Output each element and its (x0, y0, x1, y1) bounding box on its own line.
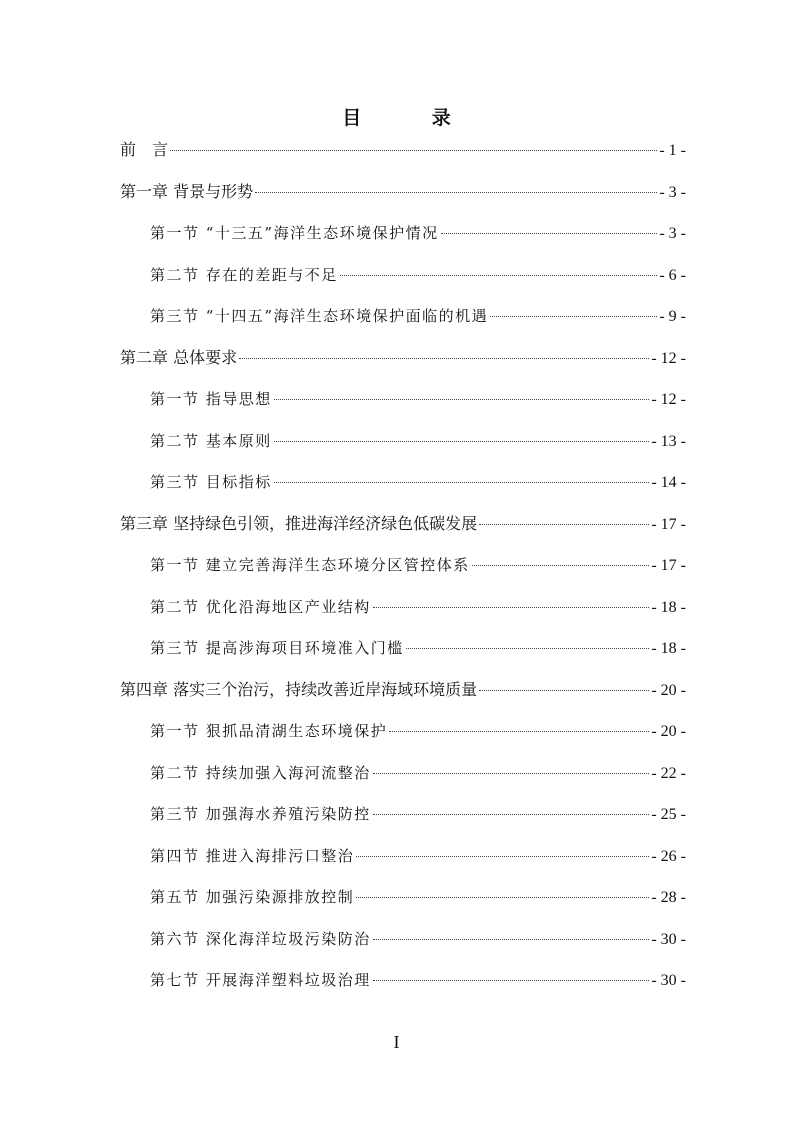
dot-leader (274, 441, 650, 442)
toc-entry-label: 第三节 目标指标 (150, 473, 272, 491)
dot-leader (255, 192, 657, 193)
toc-section-entry[interactable] (150, 387, 686, 411)
dot-leader (274, 482, 650, 483)
toc-entry-label: 第三节 加强海水养殖污染防控 (150, 805, 371, 823)
toc-entry-page-number: - 12 - (651, 349, 686, 367)
toc-section-entry[interactable] (150, 761, 686, 785)
toc-section-entry[interactable] (150, 221, 686, 245)
dot-leader (356, 856, 649, 857)
toc-entry-label: 第一节 建立完善海洋生态环境分区管控体系 (150, 556, 470, 574)
toc-entry-label: 第四章 落实三个治污，持续改善近岸海域环境质量 (120, 679, 478, 699)
toc-entry-label: 第二节 优化沿海地区产业结构 (150, 597, 371, 616)
dot-leader (389, 731, 649, 732)
toc-entry-page-number: - 18 - (651, 598, 686, 616)
toc-chapter-entry[interactable] (120, 346, 686, 370)
dot-leader (373, 607, 650, 608)
toc-entry-page-number: - 3 - (659, 225, 686, 242)
dot-leader (356, 897, 649, 898)
dot-leader (340, 275, 658, 276)
dot-leader (274, 399, 650, 400)
toc-entry-page-number: - 6 - (659, 266, 686, 284)
toc-entry-label: 第七节 开展海洋塑料垃圾治理 (150, 971, 371, 989)
toc-entry-label: 第二节 基本原则 (150, 431, 272, 450)
dot-leader (373, 814, 650, 815)
toc-entry-label: 第二节 持续加强入海河流整治 (150, 763, 371, 782)
toc-entry-label: 第一节 “十三五”海洋生态环境保护情况 (150, 224, 439, 242)
dot-leader (406, 648, 650, 649)
toc-entry-label: 第一章 背景与形势 (120, 181, 254, 201)
toc-section-entry[interactable] (150, 844, 686, 868)
toc-entry-page-number: - 20 - (651, 681, 686, 699)
toc-entry-page-number: - 3 - (659, 183, 686, 201)
dot-leader (479, 690, 649, 691)
dot-leader (239, 358, 649, 359)
toc-section-entry[interactable] (150, 885, 686, 909)
toc-section-entry[interactable] (150, 304, 686, 328)
toc-title: 目 录 (342, 107, 483, 129)
dot-leader (373, 980, 650, 981)
toc-entry-label: 前 言 (120, 140, 169, 159)
dot-leader (441, 233, 658, 234)
toc-entry-label: 第四节 推进入海排污口整治 (150, 846, 355, 865)
toc-section-entry[interactable] (150, 263, 686, 287)
dot-leader (472, 565, 650, 566)
toc-chapter-entry[interactable] (120, 678, 686, 702)
toc-entry-page-number: - 25 - (651, 806, 686, 823)
toc-entry-label: 第五节 加强污染源排放控制 (150, 888, 355, 906)
dot-leader (490, 316, 657, 317)
toc-chapter-entry[interactable] (120, 138, 686, 162)
toc-chapter-entry[interactable] (120, 512, 686, 536)
toc-entry-page-number: - 30 - (651, 972, 686, 989)
toc-entry-label: 第三节 提高涉海项目环境准入门槛 (150, 639, 404, 657)
toc-entry-page-number: - 12 - (651, 391, 686, 408)
toc-entry-label: 第一节 指导思想 (150, 390, 272, 408)
dot-leader (170, 150, 657, 151)
toc-section-entry[interactable] (150, 470, 686, 494)
toc-entry-page-number: - 28 - (651, 889, 686, 906)
toc-section-entry[interactable] (150, 719, 686, 743)
toc-section-entry[interactable] (150, 636, 686, 660)
dot-leader (479, 524, 649, 525)
toc-entry-page-number: - 1 - (659, 142, 686, 159)
toc-entry-page-number: - 9 - (659, 308, 686, 325)
toc-entry-page-number: - 17 - (651, 557, 686, 574)
toc-section-entry[interactable] (150, 429, 686, 453)
toc-entry-page-number: - 18 - (651, 640, 686, 657)
toc-entry-page-number: - 26 - (651, 847, 686, 865)
toc-entry-page-number: - 17 - (651, 515, 686, 533)
page-number-footer: I (393, 1032, 400, 1052)
toc-entry-label: 第一节 狠抓品清湖生态环境保护 (150, 722, 388, 740)
toc-chapter-entry[interactable] (120, 180, 686, 204)
toc-entry-label: 第六节 深化海洋垃圾污染防治 (150, 929, 371, 948)
toc-section-entry[interactable] (150, 927, 686, 951)
toc-entry-page-number: - 20 - (651, 723, 686, 740)
toc-entry-page-number: - 14 - (651, 474, 686, 491)
dot-leader (373, 939, 650, 940)
dot-leader (373, 773, 650, 774)
toc-entry-page-number: - 13 - (651, 432, 686, 450)
toc-section-entry[interactable] (150, 553, 686, 577)
toc-entry-label: 第二节 存在的差距与不足 (150, 265, 338, 284)
toc-entry-label: 第二章 总体要求 (120, 347, 238, 367)
toc-entry-page-number: - 22 - (651, 764, 686, 782)
toc-entry-page-number: - 30 - (651, 930, 686, 948)
toc-section-entry[interactable] (150, 968, 686, 992)
toc-section-entry[interactable] (150, 595, 686, 619)
toc-section-entry[interactable] (150, 802, 686, 826)
toc-entry-label: 第三章 坚持绿色引领，推进海洋经济绿色低碳发展 (120, 513, 478, 533)
toc-entry-label: 第三节 “十四五”海洋生态环境保护面临的机遇 (150, 307, 489, 325)
